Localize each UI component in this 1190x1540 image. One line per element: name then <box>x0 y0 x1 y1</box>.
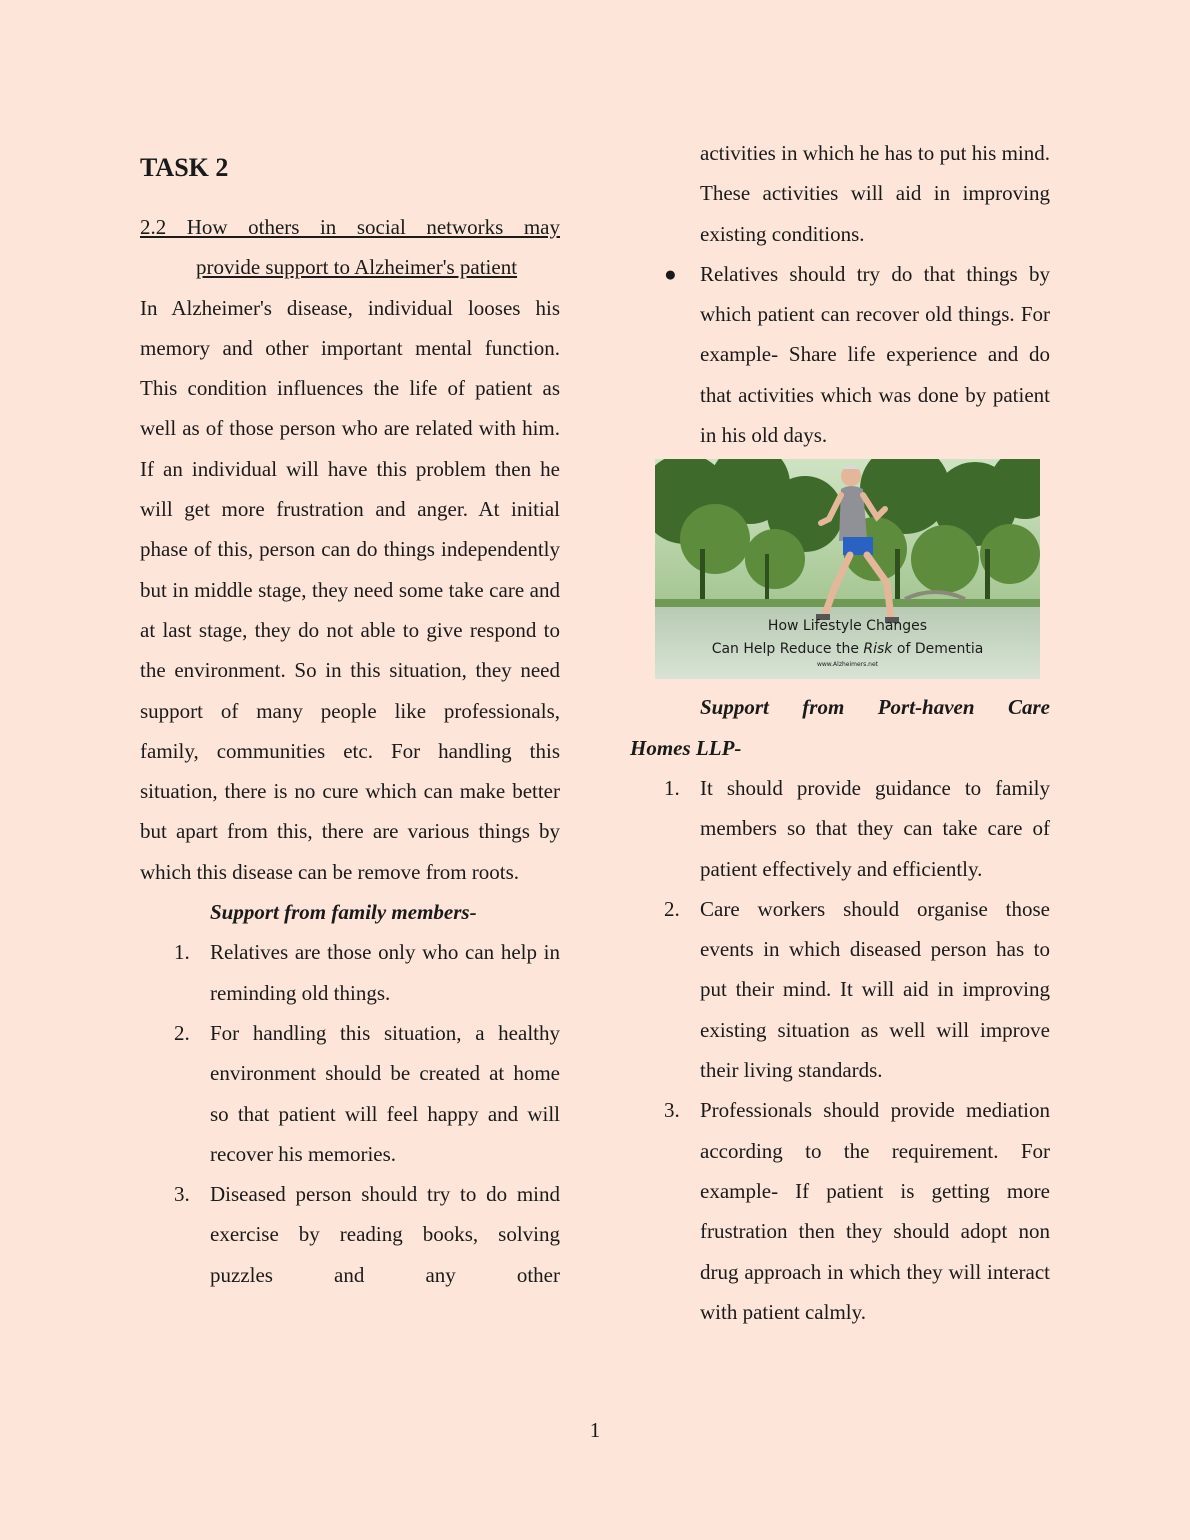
bullet-item <box>630 254 1050 455</box>
dementia-lifestyle-image <box>655 459 1040 679</box>
list-item <box>630 1090 1050 1332</box>
list-number: 3. <box>664 1098 680 1123</box>
bullet-list <box>630 254 1050 455</box>
family-support-heading: Support from family members- <box>210 900 477 925</box>
care-home-support-heading <box>630 687 1050 768</box>
list-item <box>140 1013 560 1174</box>
caption-line2-post: of Dementia <box>892 641 984 658</box>
section-heading-line1: 2.2 How others in social networks may <box>140 215 560 239</box>
page-number: 1 <box>589 1418 601 1442</box>
caption-line1: How Lifestyle Changes <box>767 618 928 635</box>
caption-line2-emphasis: Risk <box>863 641 893 658</box>
list-item <box>630 889 1050 1090</box>
list-number: 2. <box>174 1020 190 1045</box>
bullet-item-text: Relatives should try do that things by which patient can recover old things. For example- Share life experience and do that activities which was done by patient in his old days. <box>700 261 1050 448</box>
list-item <box>140 1174 560 1295</box>
list-item <box>140 932 560 1013</box>
section-heading-line2: provide support to Alzheimer's patient <box>196 255 518 280</box>
list-number: 1. <box>664 775 680 800</box>
left-column <box>140 133 560 1295</box>
page-title: TASK 2 <box>140 153 229 182</box>
list-item <box>630 768 1050 889</box>
image-watermark: www.Alzheimers.net <box>816 661 879 669</box>
list-item-continued: activities in which he has to put his mind. These activities will aid in improving existing conditions. <box>700 141 1050 246</box>
list-number: 1. <box>174 940 190 965</box>
list-item-text: Professionals should provide mediation according to the requirement. For example- If patient is getting more frustration then they should adopt non drug approach in which they will interact with patient calmly. <box>700 1098 1050 1324</box>
list-item-text: Care workers should organise those events in which diseased person has to put their mind. It will aid in improving existing situation as well will improve their living standards. <box>700 896 1050 1083</box>
right-column <box>630 133 1050 1332</box>
list-item-text: Relatives are those only who can help in reminding old things. <box>210 940 560 1005</box>
image-caption <box>655 615 1040 669</box>
family-support-list <box>140 932 560 1295</box>
list-item-text: Diseased person should try to do mind exercise by reading books, solving puzzles and any other <box>210 1182 560 1287</box>
list-number: 3. <box>174 1182 190 1207</box>
list-number: 2. <box>664 896 680 921</box>
care-heading-line1: Support from Port-haven Care <box>700 695 1050 720</box>
bullet-icon: ● <box>664 261 677 286</box>
intro-paragraph: In Alzheimer's disease, individual looses his memory and other important mental function. This condition influences the life of patient as well as of those person who are related with him. If an individual will have this problem then he will get more frustration and anger. At initial phase of this, person can do things independently but in middle stage, they need some take care and at last stage, they do not able to give respond to the environment. So in this situation, they need support of many people like professionals, family, communities etc. For handling this situation, there is no cure which can make better but apart from this, there are various things by which this disease can be remove from roots. <box>140 295 560 884</box>
list-item-text: It should provide guidance to family members so that they can take care of patient effectively and efficiently. <box>700 775 1050 881</box>
care-heading-line2: Homes LLP- <box>630 735 742 760</box>
list-item-text: For handling this situation, a healthy environment should be created at home so that patient will feel happy and will recover his memories. <box>210 1020 560 1166</box>
care-home-support-list <box>630 768 1050 1332</box>
caption-line2-pre: Can Help Reduce the <box>711 641 864 658</box>
